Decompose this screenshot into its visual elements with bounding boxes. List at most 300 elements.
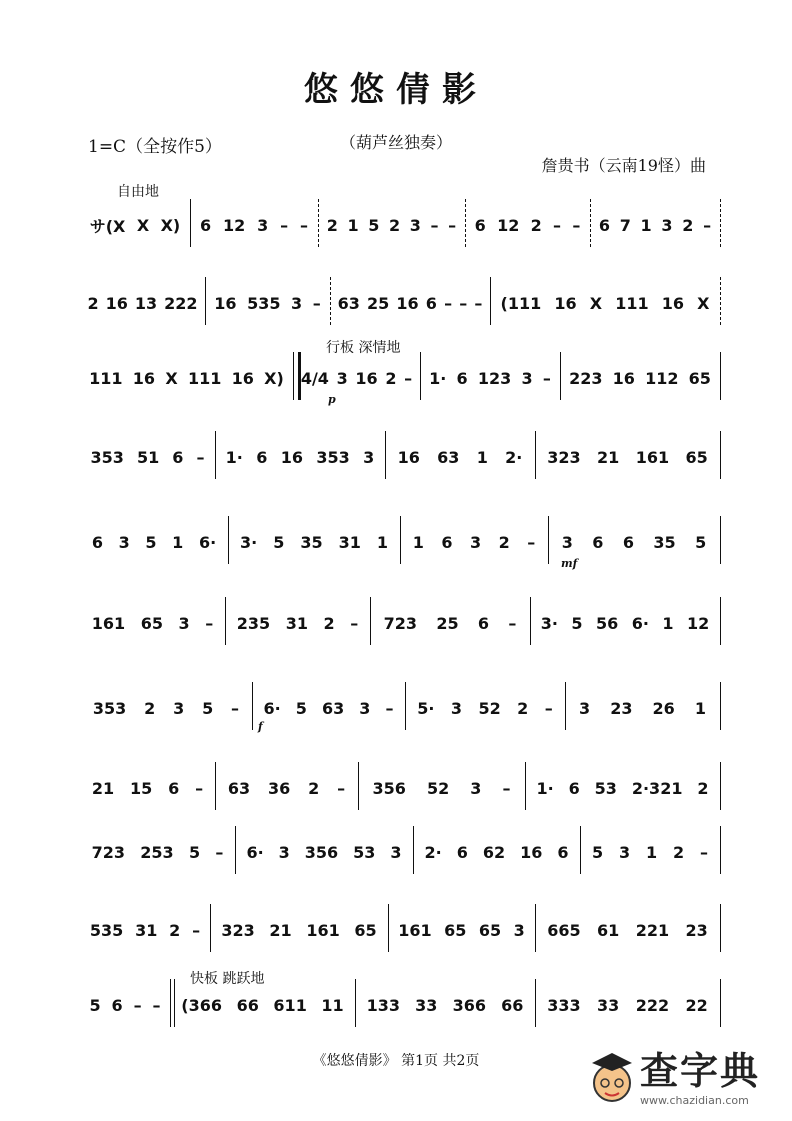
note-group: 53	[353, 842, 376, 862]
note-group: 222	[164, 293, 198, 313]
note-group: 31	[338, 532, 361, 552]
note-group: 535	[247, 293, 281, 313]
dynamic-mf: mf	[561, 557, 578, 570]
note-group: 22	[685, 995, 708, 1015]
score-line	[80, 688, 720, 728]
note-group: サ(X	[89, 216, 126, 236]
note-group: –	[544, 698, 553, 718]
measure-group	[409, 688, 561, 728]
note-group: 12	[497, 215, 520, 235]
note-group: 16	[105, 293, 128, 313]
note-group: 221	[635, 920, 670, 940]
note-group: –	[231, 698, 240, 718]
note-group: 66	[501, 995, 524, 1015]
note-group: 6·	[263, 698, 281, 718]
note-group: 5	[571, 613, 583, 633]
note-group: 1	[694, 698, 706, 718]
note-group: 2	[517, 698, 529, 718]
bar-line	[215, 431, 216, 479]
bar-line	[413, 826, 414, 874]
note-group: 235	[236, 613, 271, 633]
dynamic-p: p	[328, 393, 336, 406]
bar-line	[293, 352, 301, 400]
measure-group	[417, 832, 576, 872]
bar-line	[252, 682, 253, 730]
note-group: –	[385, 698, 394, 718]
note-group: 3	[579, 698, 591, 718]
measure-group	[229, 603, 366, 643]
key-signature: 1=C（全按作5）	[88, 137, 222, 157]
note-group: 2	[530, 215, 542, 235]
note-group: 6	[592, 532, 604, 552]
note-group: –	[196, 447, 205, 467]
bar-line	[535, 431, 536, 479]
note-group: 52	[478, 698, 501, 718]
note-group: 33	[415, 995, 438, 1015]
note-group: 63	[337, 293, 360, 313]
note-group: 353	[90, 447, 124, 467]
note-group: 65	[354, 920, 377, 940]
bar-line	[720, 682, 721, 730]
note-group: 35	[653, 532, 676, 552]
note-group: 63	[227, 778, 251, 798]
bar-line	[720, 904, 721, 952]
bar-line	[560, 352, 561, 400]
note-group: 2	[323, 613, 335, 633]
note-group: 51	[136, 447, 160, 467]
bar-line	[720, 516, 721, 564]
note-group: 3	[178, 613, 190, 633]
note-group: –	[572, 215, 581, 235]
note-group: 3	[278, 842, 290, 862]
note-group: 5	[145, 532, 157, 552]
note-group: 61	[597, 920, 620, 940]
bar-line	[190, 199, 191, 247]
note-group: 3	[450, 698, 463, 718]
note-group: 4/4	[300, 368, 329, 388]
bar-line	[720, 199, 722, 247]
measure-group	[194, 205, 314, 245]
note-group: 12	[222, 215, 246, 235]
note-group: X	[136, 215, 150, 235]
note-group: 16	[661, 293, 684, 313]
note-group: 1	[376, 532, 388, 552]
note-group: 2	[169, 920, 181, 940]
note-group: 2	[682, 215, 694, 235]
note-group: 5	[273, 532, 285, 552]
measure-group	[84, 910, 206, 950]
measure-group	[232, 522, 396, 562]
note-group: 356	[304, 842, 339, 862]
bar-line	[205, 277, 206, 325]
note-group: 65	[444, 920, 467, 940]
measure-group	[84, 985, 166, 1025]
note-group: 15	[130, 778, 153, 798]
note-group: –	[542, 368, 551, 388]
note-group: 665	[547, 920, 581, 940]
note-group: 723	[91, 842, 126, 862]
note-group: 56	[595, 613, 619, 633]
note-group: 3	[257, 215, 269, 235]
note-group: 6	[456, 368, 468, 388]
note-group: 5	[295, 698, 307, 718]
score-line	[80, 985, 720, 1025]
note-group: 6·	[246, 842, 264, 862]
measure-group	[209, 283, 326, 323]
measure-group	[322, 205, 461, 245]
note-group: 53	[594, 778, 617, 798]
note-group: –	[192, 920, 201, 940]
note-group: 611	[273, 995, 307, 1015]
note-group: 2	[144, 698, 156, 718]
bar-line	[548, 516, 549, 564]
note-group: 13	[134, 293, 158, 313]
note-group: 63	[437, 447, 460, 467]
note-group: X	[165, 368, 178, 388]
note-group: 16	[520, 842, 543, 862]
bar-line	[215, 762, 216, 810]
note-group: 16	[280, 447, 304, 467]
note-group: X	[589, 293, 603, 313]
note-group: 6	[172, 447, 184, 467]
measure-group	[219, 437, 381, 477]
measure-group	[84, 768, 211, 808]
note-group: 6	[256, 447, 268, 467]
bar-line	[228, 516, 229, 564]
note-group: 11	[321, 995, 344, 1015]
measure-group	[84, 603, 221, 643]
score-line	[80, 283, 720, 323]
note-group: 16	[355, 368, 378, 388]
note-group: –	[502, 778, 511, 798]
score-line	[80, 358, 720, 398]
note-group: 12	[686, 613, 710, 633]
note-group: 1·	[536, 778, 554, 798]
measure-group	[334, 283, 486, 323]
note-group: 21	[269, 920, 292, 940]
note-group: 6	[441, 532, 453, 552]
note-group: 7	[619, 215, 631, 235]
note-group: 366	[452, 995, 486, 1015]
note-group: 1	[645, 842, 658, 862]
measure-group	[84, 832, 231, 872]
note-group: 253	[140, 842, 174, 862]
page-footer: 《悠悠倩影》 第1页 共2页	[312, 1053, 480, 1069]
note-group: 3	[521, 368, 533, 388]
score-line	[80, 437, 720, 477]
note-group: 23	[610, 698, 633, 718]
note-group: –	[508, 613, 517, 633]
note-group: 65	[478, 920, 502, 940]
bar-line	[720, 762, 721, 810]
note-group: 3	[661, 215, 673, 235]
note-group: 2	[385, 368, 397, 388]
tempo-fast: 快板 跳跃地	[190, 971, 265, 987]
note-group: –	[703, 215, 712, 235]
measure-group	[84, 283, 201, 323]
bar-line	[235, 826, 236, 874]
note-group: 16	[612, 368, 635, 388]
note-group: 223	[569, 368, 603, 388]
measure-group	[594, 205, 716, 245]
note-group: 161	[91, 613, 126, 633]
measure-group	[174, 985, 351, 1025]
note-group: 21	[91, 778, 115, 798]
note-group: 111	[187, 368, 222, 388]
note-group: –	[205, 613, 214, 633]
score-line	[80, 205, 720, 245]
note-group: 3	[561, 532, 573, 552]
measure-group	[404, 522, 544, 562]
note-group: 2	[672, 842, 685, 862]
note-group: X	[697, 293, 710, 313]
measure-group	[552, 522, 716, 562]
bar-line	[525, 762, 526, 810]
bar-line	[720, 277, 722, 325]
note-group: 2·	[424, 842, 442, 862]
note-group: 323	[221, 920, 255, 940]
measure-group	[84, 358, 289, 398]
dynamic-f: f	[258, 720, 263, 733]
note-group: –	[215, 842, 224, 862]
note-group: 6·	[631, 613, 649, 633]
note-group: 6	[474, 215, 486, 235]
note-group: 31	[285, 613, 308, 633]
note-group: 6	[425, 293, 437, 313]
measure-group	[564, 358, 716, 398]
bar-line	[358, 762, 359, 810]
note-group: 66	[236, 995, 259, 1015]
note-group: 16	[397, 447, 420, 467]
note-group: 3	[118, 532, 130, 552]
note-group: 65	[140, 613, 163, 633]
note-group: X)	[160, 215, 181, 235]
note-group: –	[404, 368, 413, 388]
measure-group	[494, 283, 716, 323]
note-group: 2	[697, 778, 709, 798]
bar-line	[405, 682, 406, 730]
note-group: –	[350, 613, 359, 633]
note-group: –	[444, 293, 453, 313]
note-group: 2	[498, 532, 510, 552]
note-group: 3	[618, 842, 631, 862]
bar-line	[210, 904, 211, 952]
bar-line	[330, 277, 332, 325]
measure-group	[539, 985, 716, 1025]
note-group: 5	[591, 842, 604, 862]
note-group: –	[527, 532, 536, 552]
note-group: 222	[635, 995, 670, 1015]
note-group: 1·	[429, 368, 447, 388]
tempo-free: 自由地	[117, 184, 159, 200]
note-group: 2	[87, 293, 99, 313]
note-group: X)	[264, 368, 284, 388]
note-group: 2	[308, 778, 320, 798]
note-group: 33	[597, 995, 620, 1015]
bar-line	[535, 979, 536, 1027]
note-group: (111	[500, 293, 542, 313]
note-group: 3	[513, 920, 525, 940]
note-group: 6	[111, 995, 123, 1015]
note-group: 112	[645, 368, 679, 388]
score-line	[80, 768, 720, 808]
note-group: 353	[316, 447, 350, 467]
measure-group	[539, 910, 716, 950]
measure-group	[539, 437, 716, 477]
note-group: 6	[622, 532, 634, 552]
note-group: 16	[231, 368, 254, 388]
note-group: –	[280, 215, 289, 235]
tempo-moderate: 行板 深情地	[326, 340, 401, 356]
note-group: 3	[470, 778, 482, 798]
note-group: 3	[336, 368, 348, 388]
note-group: 3·	[540, 613, 558, 633]
bar-line	[225, 597, 226, 645]
bar-line	[720, 431, 721, 479]
bar-line	[720, 597, 721, 645]
note-group: 23	[685, 920, 708, 940]
bar-line	[490, 277, 491, 325]
bar-line	[530, 597, 531, 645]
measure-group	[84, 205, 186, 245]
note-group: 5	[188, 842, 201, 862]
note-group: –	[459, 293, 468, 313]
note-group: 16	[132, 368, 156, 388]
note-group: 111	[89, 368, 123, 388]
note-group: 36	[268, 778, 291, 798]
score-line	[80, 522, 720, 562]
bar-line	[170, 979, 175, 1027]
note-group: 333	[547, 995, 581, 1015]
bar-line	[420, 352, 421, 400]
measure-group	[374, 603, 526, 643]
note-group: 5	[695, 532, 707, 552]
bar-line	[370, 597, 371, 645]
note-group: 3·	[239, 532, 258, 552]
bar-line	[590, 199, 592, 247]
note-group: –	[152, 995, 161, 1015]
composer: 詹贵书（云南19怪）曲	[541, 156, 706, 175]
note-group: 161	[306, 920, 340, 940]
note-group: 65	[688, 368, 711, 388]
measure-group	[424, 358, 556, 398]
bar-line	[388, 904, 389, 952]
measure-group	[529, 768, 716, 808]
note-group: 16	[396, 293, 419, 313]
bar-line	[720, 979, 721, 1027]
note-group: 6·	[198, 532, 217, 552]
note-group: –	[474, 293, 483, 313]
measure-group	[469, 205, 586, 245]
note-group: (366	[181, 995, 222, 1015]
note-group: 1	[476, 447, 488, 467]
measure-group	[256, 688, 401, 728]
measure-group	[297, 358, 416, 398]
note-group: 356	[372, 778, 406, 798]
bar-line	[580, 826, 581, 874]
note-group: –	[337, 778, 346, 798]
note-group: –	[133, 995, 142, 1015]
measure-group	[362, 768, 521, 808]
note-group: 6	[568, 778, 580, 798]
note-group: 3	[173, 698, 185, 718]
note-group: 6	[199, 215, 212, 235]
note-group: 3	[291, 293, 303, 313]
note-group: 25	[436, 613, 459, 633]
note-group: 111	[615, 293, 649, 313]
note-group: 1	[172, 532, 184, 552]
note-group: 1	[412, 532, 424, 552]
measure-group	[392, 910, 531, 950]
logo-url: www.chazidian.com	[640, 1094, 749, 1107]
note-group: 3	[469, 532, 482, 552]
note-group: 3	[390, 842, 402, 862]
note-group: 161	[398, 920, 432, 940]
note-group: 35	[300, 532, 323, 552]
note-group: 6	[477, 613, 490, 633]
note-group: –	[300, 215, 309, 235]
note-group: 63	[321, 698, 345, 718]
note-group: 123	[477, 368, 512, 388]
note-group: 133	[366, 995, 400, 1015]
note-group: 535	[89, 920, 124, 940]
note-group: 3	[359, 698, 371, 718]
note-group: 5	[368, 215, 380, 235]
note-group: 2	[389, 215, 401, 235]
measure-group	[239, 832, 409, 872]
note-group: 323	[547, 447, 581, 467]
note-group: 1·	[225, 447, 243, 467]
measure-group	[214, 910, 384, 950]
note-group: 5	[202, 698, 214, 718]
note-group: –	[553, 215, 562, 235]
measure-group	[219, 768, 354, 808]
measure-group	[359, 985, 531, 1025]
note-group: 161	[635, 447, 670, 467]
note-group: 26	[652, 698, 675, 718]
bar-line	[720, 352, 721, 400]
bar-line	[465, 199, 467, 247]
note-group: –	[195, 778, 204, 798]
note-group: 6	[91, 532, 103, 552]
note-group: 16	[214, 293, 237, 313]
bar-line	[535, 904, 536, 952]
note-group: 2·321	[631, 778, 683, 798]
note-group: 3	[409, 215, 421, 235]
note-group: 5	[89, 995, 101, 1015]
bar-line	[385, 431, 386, 479]
score-line	[80, 910, 720, 950]
note-group: 65	[685, 447, 708, 467]
note-group: 62	[482, 842, 506, 862]
subtitle: （葫芦丝独奏）	[339, 133, 452, 152]
measure-group	[569, 688, 716, 728]
note-group: 2	[326, 215, 338, 235]
note-group: 16	[554, 293, 577, 313]
measure-group	[84, 437, 211, 477]
note-group: 21	[597, 447, 620, 467]
note-group: 1	[640, 215, 652, 235]
measure-group	[84, 522, 224, 562]
bar-line	[400, 516, 401, 564]
score-line	[80, 832, 720, 872]
note-group: 6	[598, 215, 610, 235]
note-group: 2·	[505, 447, 523, 467]
logo-text: 查字典	[640, 1049, 761, 1093]
measure-group	[389, 437, 531, 477]
note-group: 25	[366, 293, 390, 313]
note-group: 52	[426, 778, 450, 798]
